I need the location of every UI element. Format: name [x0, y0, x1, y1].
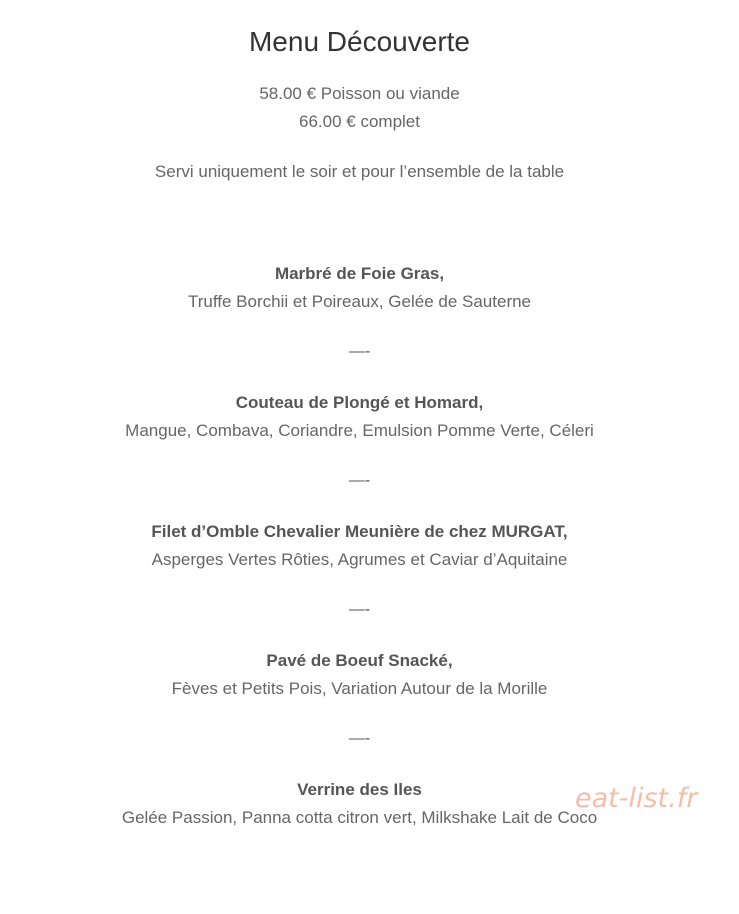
course-separator: —- — [348, 601, 371, 618]
menu-title: Menu Découverte — [248, 26, 470, 57]
course-name: Couteau de Plongé et Homard, — [235, 393, 484, 412]
course-description: Asperges Vertes Rôties, Agrumes et Caviar d’Aquitaine — [151, 550, 568, 569]
course-name: Verrine des Iles — [297, 780, 422, 799]
course-description: Gelée Passion, Panna cotta citron vert, Milkshake Lait de Coco — [121, 808, 598, 827]
course-separator: —- — [348, 343, 371, 360]
course-description: Mangue, Combava, Coriandre, Emulsion Pomme Verte, Céleri — [125, 421, 594, 440]
course-name: Pavé de Boeuf Snacké, — [266, 651, 453, 670]
course-separator: —- — [348, 472, 371, 489]
course-name: Marbré de Foie Gras, — [274, 264, 445, 283]
watermark: eat-list.fr — [575, 783, 698, 814]
price-fish-or-meat: 58.00 € Poisson ou viande — [259, 84, 460, 103]
course-description: Truffe Borchii et Poireaux, Gelée de Sauterne — [187, 292, 532, 311]
course-separator: —- — [348, 730, 371, 747]
course-description: Fèves et Petits Pois, Variation Autour de la Morille — [171, 679, 548, 698]
price-complete: 66.00 € complet — [299, 112, 420, 131]
course-name: Filet d’Omble Chevalier Meunière de chez MURGAT, — [151, 522, 568, 541]
service-note: Servi uniquement le soir et pour l’ensemble de la table — [154, 162, 565, 181]
